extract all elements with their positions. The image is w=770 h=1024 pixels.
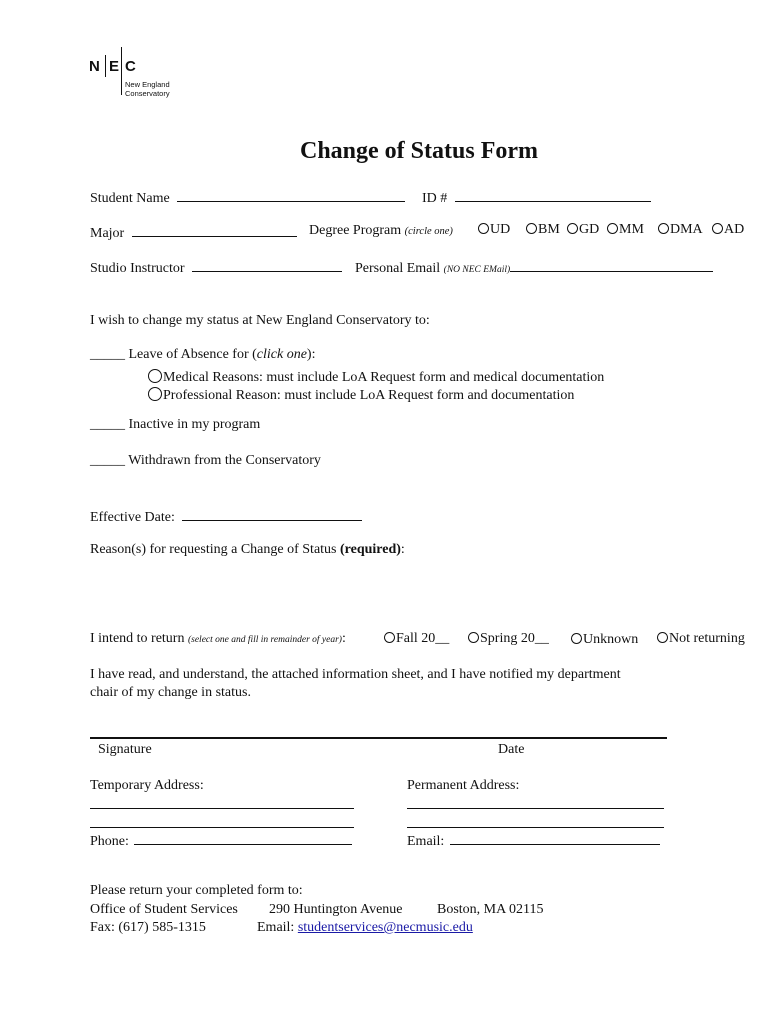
office-street: 290 Huntington Avenue bbox=[269, 902, 403, 917]
id-label: ID # bbox=[422, 191, 448, 206]
logo-letter-e: E bbox=[109, 58, 120, 75]
acknowledge-line-1: I have read, and understand, the attached information sheet, and I have notified my department bbox=[90, 667, 621, 682]
page-title: Change of Status Form bbox=[300, 138, 538, 164]
permanent-address-line-1[interactable] bbox=[407, 808, 664, 809]
effective-date-row bbox=[90, 507, 362, 526]
logo-divider bbox=[121, 47, 122, 95]
phone-row bbox=[90, 831, 352, 850]
degree-option-ad[interactable]: AD bbox=[712, 222, 744, 238]
radio-circle-icon bbox=[571, 633, 582, 644]
phone-label: Phone: bbox=[90, 834, 129, 849]
inactive-blank[interactable]: _____ bbox=[90, 417, 125, 432]
permanent-address-label: Permanent Address: bbox=[407, 778, 520, 793]
office-email-row bbox=[257, 920, 473, 936]
logo-divider bbox=[105, 55, 106, 77]
withdrawn-blank[interactable]: _____ bbox=[90, 453, 125, 468]
signature-label: Signature bbox=[98, 742, 152, 757]
radio-circle-icon bbox=[384, 632, 395, 643]
leave-blank[interactable]: _____ bbox=[90, 347, 125, 362]
studio-instructor-row bbox=[90, 258, 342, 277]
id-row bbox=[422, 188, 651, 207]
radio-circle-icon bbox=[607, 223, 618, 234]
personal-email-hint: (NO NEC EMail) bbox=[443, 265, 511, 275]
permanent-address-line-2[interactable] bbox=[407, 827, 664, 828]
return-option-spring[interactable]: Spring 20__ bbox=[468, 631, 549, 647]
radio-circle-icon bbox=[567, 223, 578, 234]
logo-letter-n: N bbox=[89, 58, 100, 75]
acknowledge-line-2: chair of my change in status. bbox=[90, 685, 251, 700]
medical-reason-option[interactable] bbox=[148, 369, 604, 386]
professional-reason-label: Professional Reason: must include LoA Request form and documentation bbox=[163, 388, 575, 403]
office-email-label: Email: bbox=[257, 920, 298, 935]
professional-reason-option[interactable] bbox=[148, 387, 574, 404]
personal-email-label: Personal Email bbox=[355, 261, 441, 276]
office-fax: Fax: (617) 585-1315 bbox=[90, 920, 206, 935]
return-instructions: Please return your completed form to: bbox=[90, 883, 303, 898]
signature-line[interactable] bbox=[90, 737, 667, 739]
return-option-not-returning[interactable]: Not returning bbox=[657, 631, 745, 647]
email-row bbox=[407, 831, 660, 850]
inactive-label: Inactive in my program bbox=[128, 417, 261, 432]
email-field[interactable] bbox=[450, 831, 660, 845]
temporary-address-line-1[interactable] bbox=[90, 808, 354, 809]
office-city: Boston, MA 02115 bbox=[437, 902, 544, 917]
temporary-address-label: Temporary Address: bbox=[90, 778, 204, 793]
reason-label: Reason(s) for requesting a Change of Status bbox=[90, 542, 340, 557]
degree-program-row bbox=[309, 223, 453, 239]
medical-reason-label: Medical Reasons: must include LoA Request form and medical documentation bbox=[163, 370, 605, 385]
degree-option-bm[interactable]: BM bbox=[526, 222, 560, 238]
status-intro: I wish to change my status at New England Conservatory to: bbox=[90, 313, 430, 328]
degree-option-gd[interactable]: GD bbox=[567, 222, 599, 238]
return-option-fall[interactable]: Fall 20__ bbox=[384, 631, 449, 647]
radio-circle-icon bbox=[712, 223, 723, 234]
radio-circle-icon bbox=[658, 223, 669, 234]
reason-required: (required) bbox=[340, 542, 401, 557]
student-name-field[interactable] bbox=[177, 188, 405, 202]
personal-email-row bbox=[355, 258, 713, 277]
degree-option-ud[interactable]: UD bbox=[478, 222, 510, 238]
logo-letter-c: C bbox=[125, 58, 136, 75]
logo-subtitle bbox=[125, 80, 195, 98]
radio-circle-icon bbox=[468, 632, 479, 643]
phone-field[interactable] bbox=[134, 831, 352, 845]
return-option-unknown[interactable]: Unknown bbox=[571, 632, 638, 648]
degree-program-label: Degree Program bbox=[309, 223, 402, 238]
student-name-row bbox=[90, 188, 405, 207]
degree-option-dma[interactable]: DMA bbox=[658, 222, 703, 238]
major-field[interactable] bbox=[132, 223, 297, 237]
temporary-address-line-2[interactable] bbox=[90, 827, 354, 828]
return-label: I intend to return bbox=[90, 631, 188, 646]
personal-email-field[interactable] bbox=[510, 258, 713, 272]
degree-option-mm[interactable]: MM bbox=[607, 222, 644, 238]
radio-circle-icon bbox=[148, 369, 162, 383]
radio-circle-icon bbox=[148, 387, 162, 401]
effective-date-field[interactable] bbox=[182, 507, 362, 521]
return-intent-row: I intend to return (select one and fill in remainder of year): bbox=[90, 631, 346, 646]
logo-line-1: New England bbox=[125, 80, 170, 89]
radio-circle-icon bbox=[657, 632, 668, 643]
leave-of-absence-row: _____ Leave of Absence for (click one): bbox=[90, 347, 316, 362]
studio-instructor-label: Studio Instructor bbox=[90, 261, 185, 276]
withdrawn-row bbox=[90, 453, 321, 469]
major-label: Major bbox=[90, 226, 125, 241]
major-row bbox=[90, 223, 297, 242]
inactive-row bbox=[90, 417, 260, 433]
office-email-link[interactable]: studentservices@necmusic.edu bbox=[297, 920, 473, 935]
studio-instructor-field[interactable] bbox=[192, 258, 342, 272]
id-field[interactable] bbox=[455, 188, 651, 202]
office-name: Office of Student Services bbox=[90, 902, 238, 917]
radio-circle-icon bbox=[478, 223, 489, 234]
logo-line-2: Conservatory bbox=[125, 89, 170, 98]
effective-date-label: Effective Date: bbox=[90, 510, 175, 525]
email-label: Email: bbox=[407, 834, 445, 849]
withdrawn-label: Withdrawn from the Conservatory bbox=[128, 453, 321, 468]
student-name-label: Student Name bbox=[90, 191, 170, 206]
reason-row: Reason(s) for requesting a Change of Status (required): bbox=[90, 542, 405, 557]
date-label: Date bbox=[498, 742, 525, 757]
radio-circle-icon bbox=[526, 223, 537, 234]
leave-label: Leave of Absence for ( bbox=[128, 347, 257, 362]
degree-program-hint: (circle one) bbox=[404, 226, 453, 237]
return-hint: (select one and fill in remainder of year) bbox=[187, 635, 342, 645]
leave-hint: click one bbox=[256, 347, 307, 362]
